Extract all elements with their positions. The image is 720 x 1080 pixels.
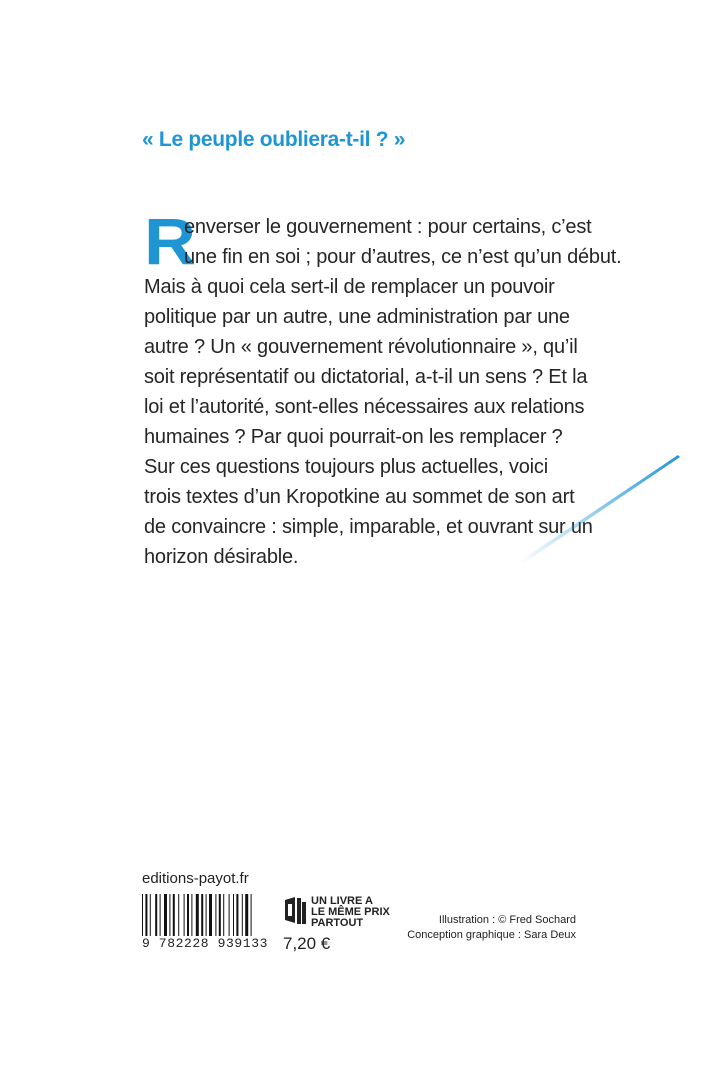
barcode-bar <box>164 894 167 936</box>
barcode-bar <box>191 894 192 936</box>
blurb-line: politique par un autre, une administration par une <box>144 306 570 328</box>
barcode-bar <box>209 894 212 936</box>
prix-unique-line: PARTOUT <box>311 917 364 929</box>
barcode-bar <box>223 894 224 936</box>
credits <box>407 913 576 943</box>
barcode-bar <box>184 894 185 936</box>
book-price: 7,20 € <box>283 934 331 953</box>
barcode-bar <box>173 894 175 936</box>
barcode-bar <box>160 894 161 936</box>
barcode-bar <box>155 894 157 936</box>
barcode-bar <box>245 894 248 936</box>
prix-unique-line: LE MÊME PRIX <box>311 906 390 918</box>
blurb-line: de convaincre : simple, imparable, et ouvrant sur un <box>144 516 593 538</box>
blurb-line: Mais à quoi cela sert-il de remplacer un pouvoir <box>144 276 555 298</box>
barcode-bar <box>229 894 230 936</box>
blurb-line: une fin en soi ; pour d’autres, ce n’est qu’un début. <box>184 246 622 268</box>
barcode-bar <box>178 894 179 936</box>
barcode-bar <box>187 894 189 936</box>
barcode-bar <box>196 894 199 936</box>
back-cover-headline: « Le peuple oubliera-t-il ? » <box>142 128 406 151</box>
blurb-line: trois textes d’un Kropotkine au sommet de son art <box>144 486 575 508</box>
blurb-line: horizon désirable. <box>144 546 299 568</box>
barcode-bar <box>215 894 216 936</box>
barcode-bar <box>142 894 143 936</box>
illustration-credit: Illustration : © Fred Sochard <box>438 914 576 926</box>
barcode-bar <box>251 894 252 936</box>
barcode-bar <box>206 894 207 936</box>
barcode-bar <box>145 894 147 936</box>
barcode-bar <box>242 894 243 936</box>
publisher-website: editions-payot.fr <box>142 870 249 887</box>
prix-unique-label <box>311 896 390 929</box>
blurb-line: humaines ? Par quoi pourrait-on les remplacer ? <box>144 426 563 448</box>
barcode-bar <box>201 894 203 936</box>
blurb-line: Sur ces questions toujours plus actuelles, voici <box>144 456 548 478</box>
blurb-line: enverser le gouvernement : pour certains, c’est <box>184 216 592 238</box>
blurb-line: loi et l’autorité, sont-elles nécessaires aux relations <box>144 396 585 418</box>
barcode-bar <box>236 894 238 936</box>
design-credit: Conception graphique : Sara Deux <box>407 929 576 941</box>
drop-cap-letter: R <box>144 204 196 279</box>
isbn-number: 9 782228 939133 <box>142 936 269 951</box>
barcode-bar <box>150 894 151 936</box>
blurb-line: autre ? Un « gouvernement révolutionnaire », qu’il <box>144 336 578 358</box>
blurb-line: soit représentatif ou dictatorial, a-t-il un sens ? Et la <box>144 366 588 388</box>
prix-unique-logo-icon <box>283 896 307 926</box>
barcode-bar <box>219 894 221 936</box>
prix-unique-line: UN LIVRE A <box>311 895 373 907</box>
barcode-bar <box>169 894 170 936</box>
barcode-bar <box>233 894 234 936</box>
decorative-light-streak <box>520 455 680 565</box>
isbn-barcode <box>142 894 278 936</box>
